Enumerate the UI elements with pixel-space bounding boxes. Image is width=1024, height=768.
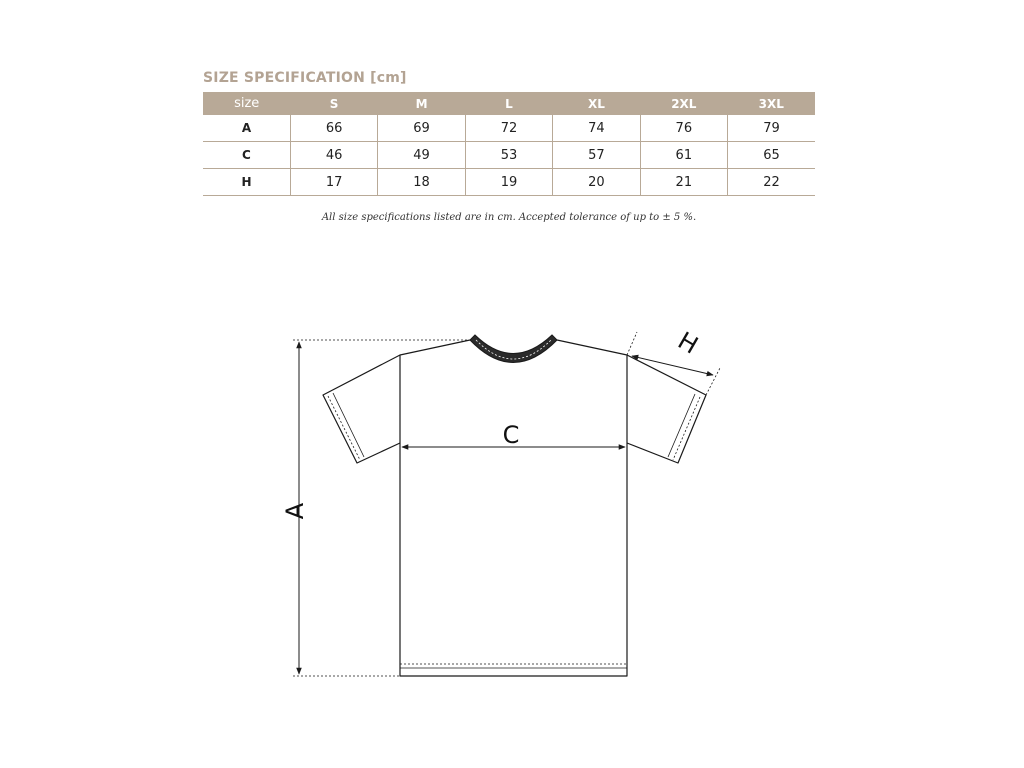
dimension-label-c: C	[502, 421, 520, 449]
header-size-xl: XL	[553, 92, 640, 115]
table-cell: 22	[728, 169, 815, 196]
header-size-s: S	[290, 92, 377, 115]
dimension-a	[293, 340, 470, 676]
header-size-label: size	[203, 92, 290, 115]
tshirt-outline	[323, 340, 706, 676]
table-cell: 20	[553, 169, 640, 196]
row-label-h: H	[203, 169, 290, 196]
table-cell: 21	[640, 169, 727, 196]
table-cell: 61	[640, 142, 727, 169]
table-cell: 49	[378, 142, 465, 169]
row-label-a: A	[203, 115, 290, 142]
header-size-2xl: 2XL	[640, 92, 727, 115]
size-spec-title: SIZE SPECIFICATION [cm]	[203, 70, 407, 86]
table-cell: 53	[465, 142, 552, 169]
table-cell: 79	[728, 115, 815, 142]
table-cell: 74	[553, 115, 640, 142]
row-label-c: C	[203, 142, 290, 169]
header-size-m: M	[378, 92, 465, 115]
table-cell: 69	[378, 115, 465, 142]
collar	[470, 335, 557, 363]
table-cell: 46	[290, 142, 377, 169]
table-cell: 17	[290, 169, 377, 196]
table-cell: 72	[465, 115, 552, 142]
table-cell: 66	[290, 115, 377, 142]
dimension-label-a: A	[281, 502, 309, 520]
header-size-l: L	[465, 92, 552, 115]
table-cell: 76	[640, 115, 727, 142]
tolerance-note: All size specifications listed are in cm. Accepted tolerance of up to ± 5 %.	[321, 212, 697, 223]
table-cell: 19	[465, 169, 552, 196]
table-cell: 65	[728, 142, 815, 169]
table-cell: 57	[553, 142, 640, 169]
dimension-label-h: H	[673, 326, 703, 360]
header-size-3xl: 3XL	[728, 92, 815, 115]
dimension-h	[627, 332, 720, 395]
table-cell: 18	[378, 169, 465, 196]
